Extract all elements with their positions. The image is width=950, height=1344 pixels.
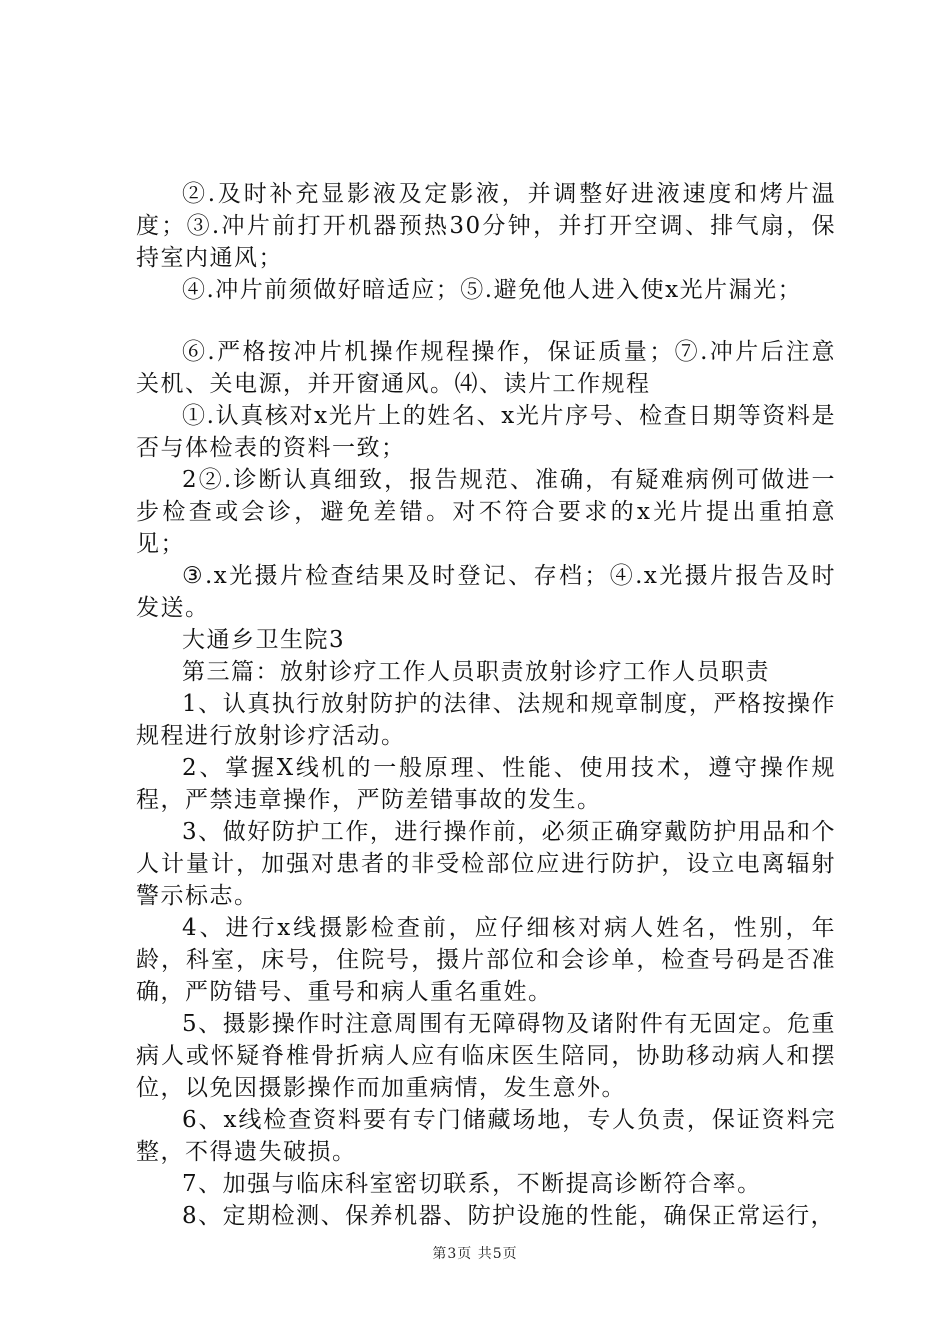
paragraph-spacer: [136, 306, 836, 336]
document-body: [136, 178, 836, 1232]
duty-item-5: 5、摄影操作时注意周围有无障碍物及诸附件有无固定。危重病人或怀疑脊椎骨折病人应有临床医生陪同，协助移动病人和摆位，以免因摄影操作而加重病情，发生意外。: [136, 1011, 836, 1101]
paragraph-record-archive: ③.x光摄片检查结果及时登记、存档；④.x光摄片报告及时发送。: [136, 563, 836, 621]
paragraph-dark-adaptation: ④.冲片前须做好暗适应；⑤.避免他人进入使x光片漏光；: [182, 277, 803, 303]
duty-item-3: 3、做好防护工作，进行操作前，必须正确穿戴防护用品和个人计量计，加强对患者的非受检部位应进行防护，设立电离辐射警示标志。: [136, 819, 836, 909]
page-number-footer: 第3页 共5页: [432, 1246, 518, 1262]
duty-item-1: 1、认真执行放射防护的法律、法规和规章制度，严格按操作规程进行放射诊疗活动。: [136, 691, 836, 749]
paragraph-verify-film: ①.认真核对x光片上的姓名、x光片序号、检查日期等资料是否与体检表的资料一致；: [136, 403, 836, 461]
paragraph-diagnosis: 2②.诊断认真细致，报告规范、准确，有疑难病例可做进一步检查或会诊，避免差错。对不符合要求的x光片提出重拍意见；: [136, 467, 836, 557]
section-heading: 第三篇：放射诊疗工作人员职责放射诊疗工作人员职责: [182, 659, 770, 685]
duty-item-4: 4、进行x线摄影检查前，应仔细核对病人姓名，性别，年龄，科室，床号，住院号，摄片部位和会诊单，检查号码是否准确，严防错号、重号和病人重名重姓。: [136, 915, 836, 1005]
paragraph-developer-fixer: ②.及时补充显影液及定影液，并调整好进液速度和烤片温度；③.冲片前打开机器预热30分钟，并打开空调、排气扇，保持室内通风；: [136, 181, 836, 271]
paragraph-processor-operation: ⑥.严格按冲片机操作规程操作，保证质量；⑦.冲片后注意关机、关电源，并开窗通风。⑷、读片工作规程: [136, 339, 836, 397]
duty-item-7: 7、加强与临床科室密切联系，不断提高诊断符合率。: [182, 1171, 762, 1197]
duty-item-6: 6、x线检查资料要有专门储藏场地，专人负责，保证资料完整，不得遗失破损。: [136, 1107, 836, 1165]
duty-item-2: 2、掌握X线机的一般原理、性能、使用技术，遵守操作规程，严禁违章操作，严防差错事故的发生。: [136, 755, 836, 813]
paragraph-hospital-name: 大通乡卫生院3: [182, 627, 346, 653]
duty-item-8: 8、定期检测、保养机器、防护设施的性能，确保正常运行，: [182, 1203, 836, 1229]
